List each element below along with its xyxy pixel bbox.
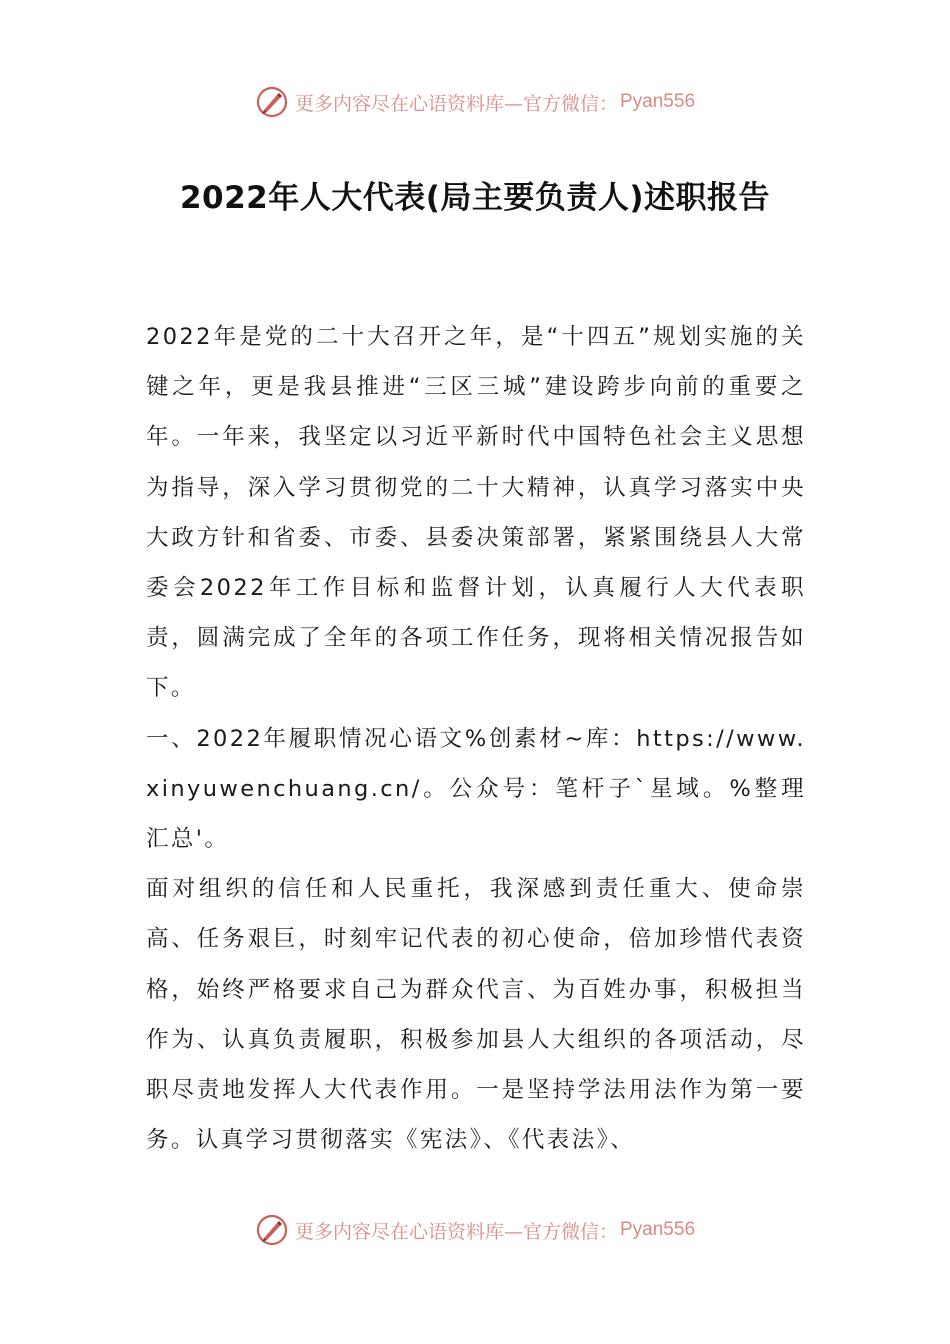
document-body — [146, 312, 806, 1165]
document-title: 2022年人大代表(局主要负责人)述职报告 — [179, 180, 771, 216]
pen-logo-icon — [255, 1213, 289, 1247]
pen-logo-icon — [255, 85, 289, 119]
paragraph-intro: 2022年是党的二十大召开之年，是“十四五”规划实施的关键之年，更是我县推进“三区三城”建设跨步向前的重要之年。一年来，我坚定以习近平新时代中国特色社会主义思想为指导，深入学习贯彻党的二十大精神，认真学习落实中央大政方针和省委、市委、县委决策部署，紧紧围绕县人大常委会2022年工作目标和监督计划，认真履行人大代表职责，圆满完成了全年的各项工作任务，现将相关情况报告如下。 — [146, 324, 806, 702]
watermark-text: 更多内容尽在心语资料库—官方微信： — [294, 1220, 618, 1243]
paragraph-body: 面对组织的信任和人民重托，我深感到责任重大、使命崇高、任务艰巨，时刻牢记代表的初心使命，倍加珍惜代表资格，始终严格要求自己为群众代言、为百姓办事，积极担当作为、认真负责履职，积极参加县人大组织的各项活动，尽职尽责地发挥人大代表作用。一是坚持学法用法作为第一要务。认真学习贯彻落实《宪法》、《代表法》、 — [146, 876, 806, 1154]
footer-watermark — [0, 1210, 950, 1250]
watermark-text: 更多内容尽在心语资料库—官方微信： — [294, 92, 618, 115]
paragraph-section-heading: 一、2022年履职情况心语文%创素材~库：https://www.xinyuwenchuang.cn/。公众号：笔杆子`星域。%整理汇总'。 — [146, 725, 806, 853]
watermark-wechat-id: Pyan556 — [620, 91, 696, 112]
watermark-wechat-id: Pyan556 — [620, 1219, 696, 1240]
header-watermark — [0, 82, 950, 122]
